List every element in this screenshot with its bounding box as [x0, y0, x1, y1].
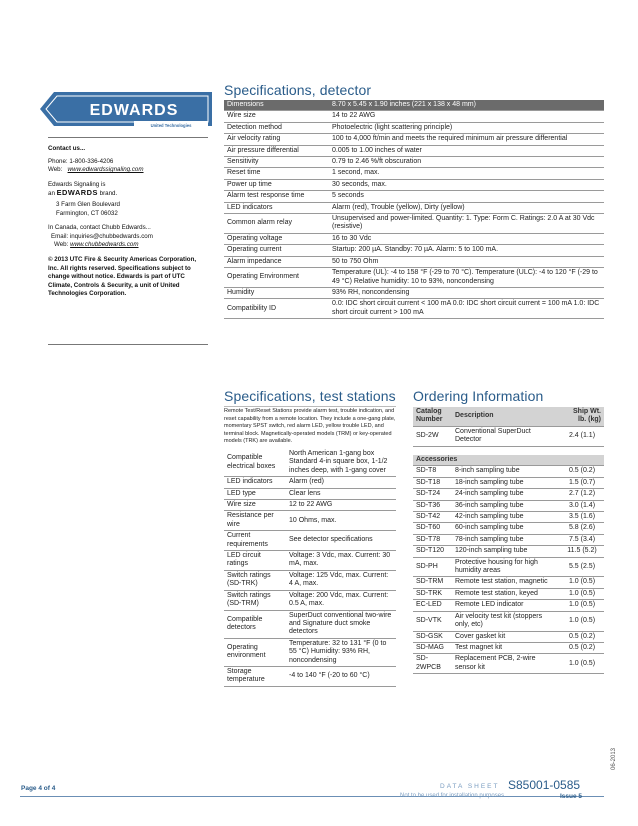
- test-station-spec-row: [224, 666, 396, 686]
- brand-name: EDWARDS: [56, 188, 98, 198]
- spec-value: 16 to 30 Vdc: [329, 233, 604, 244]
- spec-label: Alarm test response time: [224, 191, 329, 202]
- catalog-number: EC-LED: [413, 600, 452, 611]
- installation-disclaimer: Not to be used for installation purposes.: [400, 793, 506, 799]
- product-description: 8-inch sampling tube: [452, 466, 560, 477]
- spec-label: Compatibility ID: [224, 299, 329, 319]
- address-line2: Farmington, CT 06032: [56, 209, 118, 217]
- accessory-row: [413, 512, 604, 523]
- ship-weight: 1.5 (0.7): [560, 477, 604, 488]
- accessory-row: [413, 489, 604, 500]
- contact-block: [48, 145, 208, 303]
- test-stations-intro: Remote Test/Reset Stations provide alarm test, trouble indication, and reset capability from a remote location. They include a one-gang plate, momentary SPST switch, red alarm LED, yellow trouble LED, and terminal block. Magnetically-operated models (TRM) or key-operated models (TRK) are available.: [224, 408, 396, 445]
- spec-value: -4 to 140 °F (-20 to 60 °C): [286, 666, 396, 686]
- ship-weight: 11.5 (5.2): [560, 546, 604, 557]
- spec-label: LED indicators: [224, 477, 286, 488]
- accessory-row: [413, 534, 604, 545]
- product-description: 24-inch sampling tube: [452, 489, 560, 500]
- test-stations-title: Specifications, test stations: [224, 388, 396, 404]
- spec-label: LED type: [224, 488, 286, 499]
- spec-label: Wire size: [224, 111, 329, 122]
- test-station-spec-row: [224, 449, 396, 477]
- footer-rule: [20, 796, 604, 797]
- catalog-number: SD-VTK: [413, 611, 452, 631]
- accessory-row: [413, 611, 604, 631]
- ordering-header-catalog: Catalog Number: [413, 407, 452, 426]
- test-station-spec-row: [224, 500, 396, 511]
- spec-value: Voltage: 200 Vdc, max. Current: 0.5 A, max.: [286, 590, 396, 610]
- brand-line2-pre: an: [48, 190, 55, 198]
- ship-weight: 2.7 (1.2): [560, 489, 604, 500]
- ship-weight: 5.5 (2.5): [560, 557, 604, 577]
- detector-spec-row: [224, 145, 604, 156]
- ordering-table: [413, 407, 604, 447]
- spec-value: Clear lens: [286, 488, 396, 499]
- spec-value: 1 second, max.: [329, 168, 604, 179]
- spec-value: 0.0: IDC short circuit current < 100 mA 0.0: IDC short circuit current = 100 mA 1.0: IDC short circuit current > 100 mA: [329, 299, 604, 319]
- catalog-number: SD-T120: [413, 546, 452, 557]
- product-description: Cover gasket kit: [452, 631, 560, 642]
- spec-value: 50 to 750 Ohm: [329, 256, 604, 267]
- ship-weight: 1.0 (0.5): [560, 577, 604, 588]
- canada-web-label: Web:: [54, 241, 69, 249]
- test-stations-table: [224, 449, 396, 687]
- detector-specs-table: [224, 100, 604, 319]
- detector-spec-row: [224, 233, 604, 244]
- product-description: 120-inch sampling tube: [452, 546, 560, 557]
- spec-label: Reset time: [224, 168, 329, 179]
- spec-value: Startup: 200 µA. Standby: 70 µA. Alarm: 5 to 100 mA.: [329, 245, 604, 256]
- ship-weight: 2.4 (1.1): [560, 426, 604, 446]
- ship-weight: 3.5 (1.6): [560, 512, 604, 523]
- catalog-number: SD-T24: [413, 489, 452, 500]
- ship-weight: 0.5 (0.2): [560, 466, 604, 477]
- spec-label: Current requirements: [224, 531, 286, 551]
- page-number: Page 4 of 4: [21, 785, 56, 792]
- ordering-title: Ordering Information: [413, 388, 544, 404]
- spec-value: 8.70 x 5.45 x 1.90 inches (221 x 138 x 48 mm): [329, 100, 604, 111]
- accessory-row: [413, 523, 604, 534]
- spec-value: 0.005 to 1.00 inches of water: [329, 145, 604, 156]
- detector-spec-row: [224, 168, 604, 179]
- spec-label: LED indicators: [224, 202, 329, 213]
- ship-weight: 7.5 (3.4): [560, 534, 604, 545]
- ordering-row: [413, 426, 604, 446]
- sidebar-divider-bottom: [48, 344, 208, 345]
- detector-spec-row: [224, 179, 604, 190]
- ship-weight: 0.5 (0.2): [560, 642, 604, 653]
- test-station-spec-row: [224, 590, 396, 610]
- accessories-label: Accessories: [413, 455, 604, 466]
- spec-label: Operating Environment: [224, 268, 329, 288]
- spec-value: Temperature (UL): -4 to 158 °F (-29 to 70 °C). Temperature (ULC): -4 to 120 °F (-29 to 49 °C) Relative humidity: 10 to 93%, noncondensing: [329, 268, 604, 288]
- detector-spec-row: [224, 268, 604, 288]
- spec-value: North American 1-gang box Standard 4-in square box, 1-1/2 inches deep, with 1-gang cover: [286, 449, 396, 477]
- accessory-row: [413, 557, 604, 577]
- test-station-spec-row: [224, 551, 396, 571]
- test-station-spec-row: [224, 570, 396, 590]
- spec-label: Operating environment: [224, 638, 286, 666]
- accessory-row: [413, 477, 604, 488]
- catalog-number: SD-MAG: [413, 642, 452, 653]
- accessory-row: [413, 577, 604, 588]
- spec-label: Detection method: [224, 122, 329, 133]
- issue-number: Issue 5: [560, 793, 583, 800]
- spec-label: Air velocity rating: [224, 134, 329, 145]
- detector-specs-title: Specifications, detector: [224, 82, 372, 98]
- ship-weight: 0.5 (0.2): [560, 631, 604, 642]
- spec-value: 30 seconds, max.: [329, 179, 604, 190]
- ship-weight: 1.0 (0.5): [560, 654, 604, 674]
- spec-value: 12 to 22 AWG: [286, 500, 396, 511]
- spec-label: Alarm impedance: [224, 256, 329, 267]
- catalog-number: SD-GSK: [413, 631, 452, 642]
- product-description: Conventional SuperDuct Detector: [452, 426, 560, 446]
- catalog-number: SD-T42: [413, 512, 452, 523]
- spec-label: Air pressure differential: [224, 145, 329, 156]
- spec-label: Switch ratings (SD-TRM): [224, 590, 286, 610]
- accessory-row: [413, 500, 604, 511]
- product-description: 78-inch sampling tube: [452, 534, 560, 545]
- accessory-row: [413, 466, 604, 477]
- accessories-table: [413, 455, 604, 674]
- logo-text: EDWARDS: [89, 102, 179, 119]
- spec-value: Voltage: 125 Vdc, max. Current: 4 A, max.: [286, 570, 396, 590]
- canada-email: Email: inquiries@chubbedwards.com: [51, 232, 153, 240]
- ship-weight: 1.0 (0.5): [560, 588, 604, 599]
- spec-label: LED circuit ratings: [224, 551, 286, 571]
- ordering-header-row: [413, 407, 604, 426]
- spec-label: Wire size: [224, 500, 286, 511]
- catalog-number: SD-TRK: [413, 588, 452, 599]
- catalog-number: SD-T78: [413, 534, 452, 545]
- product-description: 36-inch sampling tube: [452, 500, 560, 511]
- detector-spec-row: [224, 299, 604, 319]
- catalog-number: SD-PH: [413, 557, 452, 577]
- detector-spec-row: [224, 214, 604, 234]
- product-description: 60-inch sampling tube: [452, 523, 560, 534]
- product-description: 18-inch sampling tube: [452, 477, 560, 488]
- ship-weight: 5.8 (2.6): [560, 523, 604, 534]
- date-code: 06-2013: [611, 747, 617, 770]
- accessory-row: [413, 600, 604, 611]
- contact-heading: Contact us...: [48, 145, 86, 152]
- product-description: Test magnet kit: [452, 642, 560, 653]
- detector-spec-row: [224, 191, 604, 202]
- detector-spec-row: [224, 100, 604, 111]
- copyright-text: © 2013 UTC Fire & Security Americas Corporation, Inc. All rights reserved. Specifications subject to change without notice. Edwards is part of UTC Climate, Controls & Security, a unit of United Technologies Corporation.: [48, 255, 197, 298]
- test-stations-rule: [224, 406, 396, 407]
- product-description: Remote LED indicator: [452, 600, 560, 611]
- contact-web-link[interactable]: www.edwardssignaling.com: [67, 166, 144, 174]
- detector-spec-row: [224, 202, 604, 213]
- product-description: Protective housing for high humidity areas: [452, 557, 560, 577]
- detector-spec-row: [224, 287, 604, 298]
- spec-value: 14 to 22 AWG: [329, 111, 604, 122]
- ship-weight: 3.0 (1.4): [560, 500, 604, 511]
- spec-label: Storage temperature: [224, 666, 286, 686]
- spec-label: Operating current: [224, 245, 329, 256]
- catalog-number: SD-TRM: [413, 577, 452, 588]
- spec-label: Switch ratings (SD-TRK): [224, 570, 286, 590]
- ordering-header-weight: Ship Wt. lb. (kg): [560, 407, 604, 426]
- accessory-row: [413, 654, 604, 674]
- catalog-number: SD-T8: [413, 466, 452, 477]
- test-station-spec-row: [224, 531, 396, 551]
- catalog-number: SD-2WPCB: [413, 654, 452, 674]
- spec-label: Humidity: [224, 287, 329, 298]
- spec-value: Photoelectric (light scattering principle): [329, 122, 604, 133]
- spec-value: Unsupervised and power-limited. Quantity: 1. Type: Form C. Ratings: 2.0 A at 30 Vdc (resistive): [329, 214, 604, 234]
- test-station-spec-row: [224, 488, 396, 499]
- product-description: Air velocity test kit (stoppers only, etc): [452, 611, 560, 631]
- test-station-spec-row: [224, 511, 396, 531]
- spec-label: Dimensions: [224, 100, 329, 111]
- data-sheet-number: S85001-0585: [508, 778, 581, 792]
- contact-web-label: Web:: [48, 166, 63, 174]
- detector-spec-row: [224, 122, 604, 133]
- detector-spec-row: [224, 245, 604, 256]
- test-station-spec-row: [224, 477, 396, 488]
- canada-contact: In Canada, contact Chubb Edwards...: [48, 224, 151, 232]
- product-description: Remote test station, magnetic: [452, 577, 560, 588]
- logo-subtext: United Technologies: [150, 123, 192, 128]
- spec-value: Voltage: 3 Vdc, max. Current: 30 mA, max.: [286, 551, 396, 571]
- ship-weight: 1.0 (0.5): [560, 600, 604, 611]
- sidebar-divider-top: [48, 137, 208, 138]
- spec-label: Compatible electrical boxes: [224, 449, 286, 477]
- spec-value: SuperDuct conventional two-wire and Signature duct smoke detectors: [286, 610, 396, 638]
- spec-value: 10 Ohms, max.: [286, 511, 396, 531]
- test-station-spec-row: [224, 638, 396, 666]
- spec-value: 93% RH, noncondensing: [329, 287, 604, 298]
- brand-line1: Edwards Signaling is: [48, 180, 106, 188]
- detector-spec-row: [224, 256, 604, 267]
- spec-value: 5 seconds: [329, 191, 604, 202]
- catalog-number: SD-T60: [413, 523, 452, 534]
- spec-value: Alarm (red), Trouble (yellow), Dirty (yellow): [329, 202, 604, 213]
- spec-label: Resistance per wire: [224, 511, 286, 531]
- accessory-row: [413, 631, 604, 642]
- address-line1: 3 Farm Glen Boulevard: [56, 200, 120, 208]
- detector-spec-row: [224, 134, 604, 145]
- spec-label: Operating voltage: [224, 233, 329, 244]
- accessory-row: [413, 546, 604, 557]
- detector-spec-row: [224, 111, 604, 122]
- spec-value: Temperature: 32 to 131 °F (0 to 55 °C) Humidity: 93% RH, noncondensing: [286, 638, 396, 666]
- catalog-number: SD-2W: [413, 426, 452, 446]
- edwards-logo: [36, 88, 214, 130]
- contact-phone: Phone: 1-800-336-4206: [48, 157, 114, 165]
- canada-web-link[interactable]: www.chubbedwards.com: [70, 241, 139, 249]
- data-sheet-label: DATA SHEET: [440, 783, 500, 790]
- catalog-number: SD-T18: [413, 477, 452, 488]
- spec-value: 0.79 to 2.46 %/ft obscuration: [329, 157, 604, 168]
- spec-value: Alarm (red): [286, 477, 396, 488]
- brand-line2-post: brand.: [99, 190, 118, 198]
- detector-spec-row: [224, 157, 604, 168]
- ordering-header-description: Description: [452, 407, 560, 426]
- spec-label: Compatible detectors: [224, 610, 286, 638]
- product-description: Remote test station, keyed: [452, 588, 560, 599]
- spec-value: 100 to 4,000 ft/min and meets the required minimum air pressure differential: [329, 134, 604, 145]
- product-description: 42-inch sampling tube: [452, 512, 560, 523]
- spec-label: Sensitivity: [224, 157, 329, 168]
- spec-label: Power up time: [224, 179, 329, 190]
- accessories-header-row: [413, 455, 604, 466]
- ship-weight: 1.0 (0.5): [560, 611, 604, 631]
- spec-value: See detector specifications: [286, 531, 396, 551]
- product-description: Replacement PCB, 2-wire sensor kit: [452, 654, 560, 674]
- spec-label: Common alarm relay: [224, 214, 329, 234]
- catalog-number: SD-T36: [413, 500, 452, 511]
- accessory-row: [413, 642, 604, 653]
- test-station-spec-row: [224, 610, 396, 638]
- accessory-row: [413, 588, 604, 599]
